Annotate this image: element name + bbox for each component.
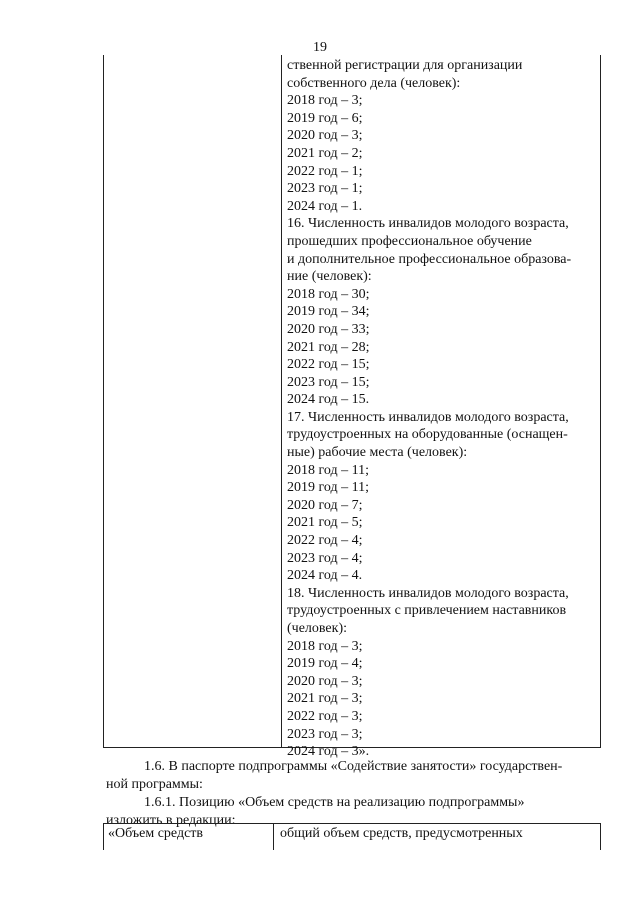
text-line: 1.6. В паспорте подпрограммы «Содействие занятости» государствен- xyxy=(144,759,563,774)
text-line: 18. Численность инвалидов молодого возраста, xyxy=(287,585,569,601)
text-line: ственной регистрации для организации xyxy=(287,58,523,73)
page-number: 19 xyxy=(313,40,327,55)
text-line: 2019 год – 4; xyxy=(287,656,363,672)
column-divider xyxy=(281,55,282,748)
text-line: 2024 год – 1. xyxy=(287,198,363,214)
text-line: 2023 год – 4; xyxy=(287,550,363,566)
text-line: 2018 год – 11; xyxy=(287,462,369,478)
text-line: 2024 год – 15. xyxy=(287,392,370,408)
text-line: 2021 год – 3; xyxy=(287,691,363,707)
funding-label-cell: «Объем средств xyxy=(108,826,204,841)
text-line: и дополнительное профессиональное образова- xyxy=(287,251,572,267)
text-line: 2020 год – 3; xyxy=(287,128,363,144)
text-line: 2020 год – 33; xyxy=(287,321,370,337)
text-line: 2022 год – 15; xyxy=(287,357,370,373)
text-line: 16. Численность инвалидов молодого возраста, xyxy=(287,216,569,232)
text-line: 2018 год – 3; xyxy=(287,93,363,109)
paragraph-1-6 xyxy=(106,758,602,794)
indicators-cell xyxy=(287,57,595,761)
text-line: 2019 год – 34; xyxy=(287,304,370,320)
passport-table-continuation xyxy=(103,55,601,760)
text-line: 2020 год – 7; xyxy=(287,497,363,513)
text-line: изложить в редакции: xyxy=(106,813,236,828)
text-line: 2021 год – 5; xyxy=(287,515,363,531)
text-line: трудоустроенных на оборудованные (оснащен- xyxy=(287,427,568,443)
text-line: 2018 год – 30; xyxy=(287,286,370,302)
text-line: 17. Численность инвалидов молодого возраста, xyxy=(287,409,569,425)
funding-value-cell: общий объем средств, предусмотренных xyxy=(280,826,523,841)
text-line: 2019 год – 6; xyxy=(287,110,363,126)
text-line: 2019 год – 11; xyxy=(287,480,369,496)
text-line: 2022 год – 3; xyxy=(287,708,363,724)
text-line: трудоустроенных с привлечением наставников xyxy=(287,603,567,619)
text-line: 2020 год – 3; xyxy=(287,673,363,689)
text-line: собственного дела (человек): xyxy=(287,75,461,91)
text-line: ной программы: xyxy=(106,777,203,792)
text-line: 2018 год – 3; xyxy=(287,638,363,654)
text-line: 2021 год – 28; xyxy=(287,339,370,355)
text-line: 2021 год – 2; xyxy=(287,145,363,161)
text-line: 2023 год – 3; xyxy=(287,726,363,742)
funding-table xyxy=(103,823,601,850)
text-line: ние (человек): xyxy=(287,269,372,285)
text-line: 2022 год – 4; xyxy=(287,533,363,549)
column-divider xyxy=(273,824,274,850)
text-line: 2024 год – 3». xyxy=(287,744,370,760)
text-line: прошедших профессиональное обучение xyxy=(287,233,532,249)
text-line: 2023 год – 15; xyxy=(287,374,370,390)
text-line: 1.6.1. Позицию «Объем средств на реализацию подпрограммы» xyxy=(144,795,525,810)
text-line: 2022 год – 1; xyxy=(287,163,363,179)
text-line: (человек): xyxy=(287,621,347,636)
text-line: 2023 год – 1; xyxy=(287,181,363,197)
text-line: 2024 год – 4. xyxy=(287,568,363,584)
text-line: ные) рабочие места (человек): xyxy=(287,445,468,461)
